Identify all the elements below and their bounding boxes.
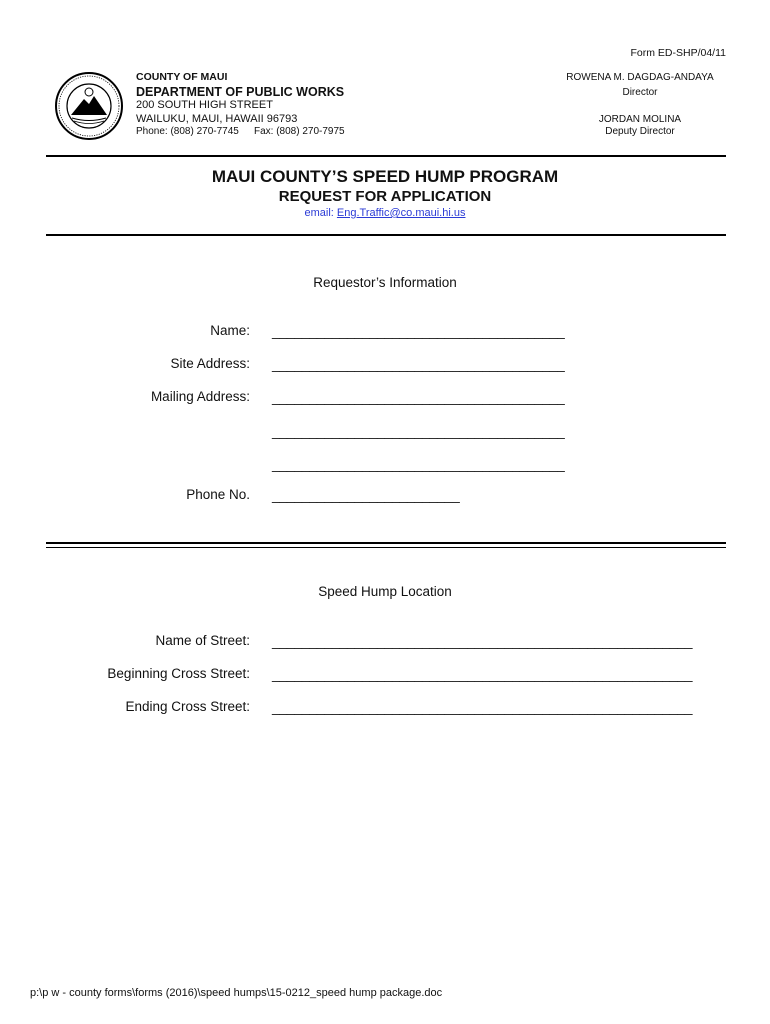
- phone-label: Phone No.: [186, 487, 250, 502]
- street-field[interactable]: ________________________________________________________: [272, 634, 693, 649]
- director-title: Director: [622, 87, 658, 98]
- email-label: email:: [304, 207, 334, 219]
- mailing-address-label: Mailing Address:: [150, 389, 250, 404]
- department-name: DEPARTMENT OF PUBLIC WORKS: [136, 85, 345, 99]
- county-seal-icon: [54, 71, 124, 141]
- department-phone: Phone: (808) 270-7745: [136, 126, 239, 137]
- phone-field[interactable]: _________________________: [272, 488, 460, 503]
- beginning-cross-street-label: Beginning Cross Street:: [107, 666, 250, 681]
- email-row: [0, 207, 770, 219]
- address-line-2: WAILUKU, MAUI, HAWAII 96793: [136, 113, 298, 125]
- footer-file-path: p:\p w - county forms\forms (2016)\speed humps\15-0212_speed hump package.doc: [30, 987, 443, 999]
- page-subtitle: REQUEST FOR APPLICATION: [278, 188, 492, 205]
- address-line-1: 200 SOUTH HIGH STREET: [136, 99, 273, 111]
- street-label: Name of Street:: [155, 633, 250, 648]
- section-divider-bottom: [46, 547, 726, 548]
- header-divider: [46, 155, 726, 157]
- director-name: ROWENA M. DAGDAG-ANDAYA: [566, 72, 714, 83]
- beginning-cross-street-field[interactable]: ________________________________________________________: [272, 667, 693, 682]
- mailing-address-field-3[interactable]: _______________________________________: [272, 457, 565, 472]
- site-address-label: Site Address:: [170, 356, 250, 371]
- department-fax: Fax: (808) 270-7975: [254, 126, 345, 137]
- site-address-field[interactable]: _______________________________________: [272, 357, 565, 372]
- name-label: Name:: [210, 323, 250, 338]
- page-title: MAUI COUNTY’S SPEED HUMP PROGRAM: [211, 167, 559, 186]
- ending-cross-street-label: Ending Cross Street:: [125, 699, 250, 714]
- requestor-heading: Requestor’s Information: [313, 275, 457, 290]
- deputy-director-title: Deputy Director: [605, 126, 675, 137]
- mailing-address-field-2[interactable]: _______________________________________: [272, 424, 565, 439]
- deputy-director-name: JORDAN MOLINA: [598, 114, 682, 125]
- section-divider-top: [46, 542, 726, 544]
- county-name: COUNTY OF MAUI: [136, 71, 228, 83]
- email-link[interactable]: Eng.Traffic@co.maui.hi.us: [336, 207, 466, 219]
- mailing-address-field-1[interactable]: _______________________________________: [272, 390, 565, 405]
- title-divider: [46, 234, 726, 236]
- form-code: Form ED-SHP/04/11: [630, 47, 726, 59]
- ending-cross-street-field[interactable]: ________________________________________________________: [272, 700, 693, 715]
- name-field[interactable]: _______________________________________: [272, 324, 565, 339]
- location-heading: Speed Hump Location: [318, 584, 452, 599]
